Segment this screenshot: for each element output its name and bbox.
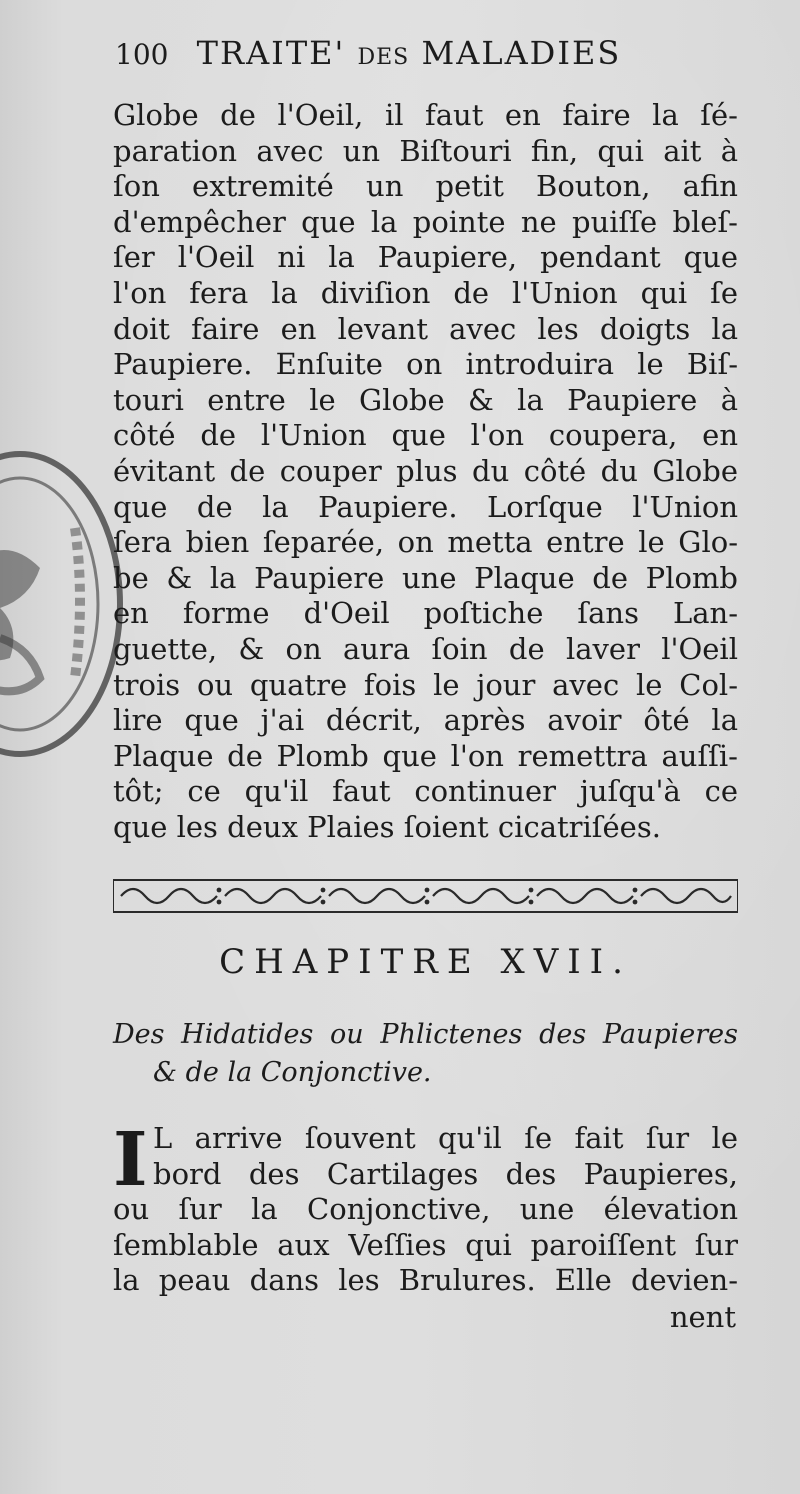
running-header (115, 34, 715, 74)
text-line: ſer l'Oeil ni la Paupiere, pendant que (113, 240, 738, 275)
text-line: d'empêcher que la pointe ne puiſſe bleſ- (113, 204, 738, 239)
decorative-ornament-band (113, 878, 738, 914)
header-title-des: DES (357, 45, 410, 70)
text-line: que de la Paupiere. Lorſque l'Union (113, 489, 738, 524)
text-line: bord des Cartilages des Paupieres, (153, 1156, 738, 1191)
text-line: évitant de couper plus du côté du Globe (113, 453, 738, 488)
body-text-block (113, 98, 738, 845)
text-line: Plaque de Plomb que l'on remettra auſſi- (113, 738, 738, 773)
chapter-heading: CHAPITRE XVII. (219, 942, 632, 982)
text-line: ſera bien ſeparée, on metta entre le Glo- (113, 525, 738, 560)
text-line: la peau dans les Brulures. Elle devien- (113, 1263, 738, 1298)
drop-cap: I (113, 1117, 148, 1203)
text-line: be & la Paupiere une Plaque de Plomb (113, 560, 738, 595)
text-line: guette, & on aura ſoin de laver l'Oeil (113, 631, 738, 666)
text-line: doit faire en levant avec les doigts la (113, 311, 738, 346)
library-stamp-seal (0, 448, 130, 760)
text-line: L arrive ſouvent qu'il ſe fait ſur le (153, 1121, 738, 1155)
page-number: 100 (115, 38, 169, 71)
text-line: que les deux Plaies ſoient cicatriſées. (113, 809, 661, 844)
subtitle-line: & de la Conjonctive. (153, 1057, 432, 1088)
text-line: ſon extremité un petit Bouton, afin (113, 169, 738, 204)
catchword: nent (669, 1300, 736, 1334)
text-line: côté de l'Union que l'on coupera, en (113, 418, 738, 453)
text-line: en forme d'Oeil poſtiche ſans Lan- (113, 596, 738, 631)
subtitle-line: Des Hidatides ou Phlictenes des Paupieres (113, 1019, 738, 1050)
text-line: l'on fera la diviſion de l'Union qui ſe (113, 275, 738, 310)
text-line: trois ou quatre fois le jour avec le Col- (113, 667, 738, 702)
text-line: Paupiere. Enſuite on introduira le Biſ- (113, 347, 738, 382)
chapter-subtitle (113, 1016, 738, 1092)
header-title-maladies: MALADIES (421, 34, 622, 72)
text-line: tôt; ce qu'il faut continuer juſqu'à ce (113, 774, 738, 809)
chapter-paragraph (113, 1117, 738, 1299)
text-line: paration avec un Biſtouri fin, qui ait à (113, 133, 738, 168)
text-line: Globe de l'Oeil, il faut en faire la ſé- (113, 98, 738, 132)
text-line: lire que j'ai décrit, après avoir ôté la (113, 703, 738, 738)
header-title-traite: TRAITE' (196, 34, 346, 72)
text-line: ſemblable aux Veſſies qui paroiſſent ſur (113, 1227, 738, 1262)
text-line: ou ſur la Conjonctive, une élevation (113, 1192, 738, 1227)
text-line: touri entre le Globe & la Paupiere à (113, 382, 738, 417)
